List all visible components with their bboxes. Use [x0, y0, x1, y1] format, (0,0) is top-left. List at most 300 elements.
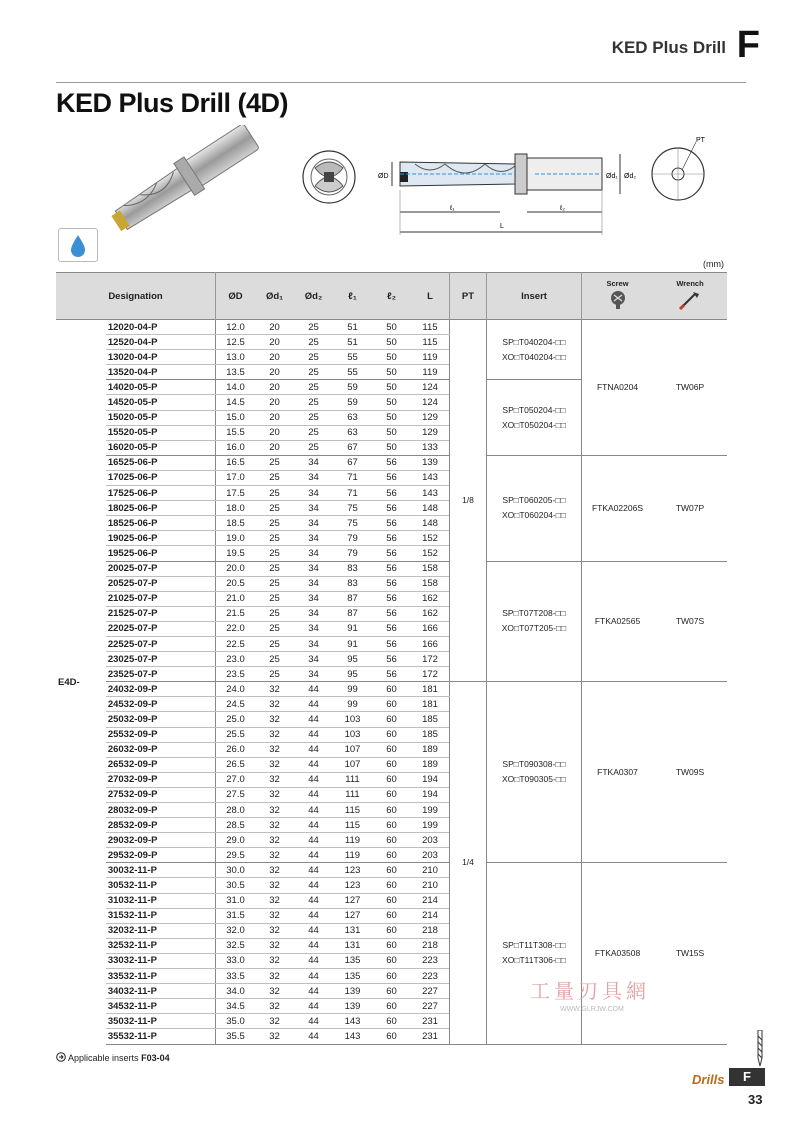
l2-cell: 50 — [372, 410, 411, 425]
l2-cell: 56 — [372, 546, 411, 561]
od-cell: 20.5 — [216, 576, 256, 591]
col-screw-label: Screw — [606, 279, 629, 288]
od1-cell: 32 — [255, 1014, 294, 1029]
l2-cell: 56 — [372, 516, 411, 531]
insert-code: SP□T050204-□□ — [502, 404, 566, 415]
od2-cell: 44 — [294, 787, 333, 802]
l-cell: 129 — [411, 410, 450, 425]
l1-cell: 67 — [333, 440, 372, 455]
l1-cell: 71 — [333, 486, 372, 501]
l-cell: 181 — [411, 682, 450, 697]
od1-cell: 32 — [255, 953, 294, 968]
l1-cell: 51 — [333, 335, 372, 350]
od-cell: 19.5 — [216, 546, 256, 561]
od-cell: 22.5 — [216, 636, 256, 651]
l2-cell: 50 — [372, 365, 411, 380]
od1-cell: 32 — [255, 984, 294, 999]
designation-cell: 16020-05-P — [106, 440, 216, 455]
od-cell: 32.0 — [216, 923, 256, 938]
designation-cell: 14020-05-P — [106, 380, 216, 395]
od2-cell: 34 — [294, 667, 333, 682]
designation-cell: 22025-07-P — [106, 621, 216, 636]
od2-cell: 44 — [294, 878, 333, 893]
l1-cell: 55 — [333, 350, 372, 365]
designation-cell: 24032-09-P — [106, 682, 216, 697]
l-cell: 185 — [411, 727, 450, 742]
od2-cell: 34 — [294, 455, 333, 470]
page-number: 33 — [748, 1092, 763, 1107]
label-od: ØD — [378, 173, 389, 180]
l-cell: 129 — [411, 425, 450, 440]
od2-cell: 44 — [294, 953, 333, 968]
designation-cell: 30032-11-P — [106, 863, 216, 878]
od1-cell: 32 — [255, 878, 294, 893]
od2-cell: 44 — [294, 893, 333, 908]
l1-cell: 95 — [333, 652, 372, 667]
l-cell: 227 — [411, 999, 450, 1014]
l-cell: 133 — [411, 440, 450, 455]
od1-cell: 25 — [255, 561, 294, 576]
l1-cell: 91 — [333, 621, 372, 636]
insert-code: XO□T050204-□□ — [501, 419, 567, 430]
od-cell: 35.5 — [216, 1029, 256, 1044]
od2-cell: 34 — [294, 486, 333, 501]
designation-cell: 29032-09-P — [106, 833, 216, 848]
l1-cell: 127 — [333, 908, 372, 923]
od-cell: 13.5 — [216, 365, 256, 380]
od-cell: 21.5 — [216, 606, 256, 621]
od2-cell: 25 — [294, 380, 333, 395]
insert-cell — [487, 561, 582, 682]
designation-cell: 17025-06-P — [106, 470, 216, 485]
l2-cell: 60 — [372, 938, 411, 953]
page-title: KED Plus Drill (4D) — [56, 88, 289, 118]
l1-cell: 107 — [333, 757, 372, 772]
designation-cell: 27032-09-P — [106, 772, 216, 787]
table-header-row — [56, 273, 727, 320]
l2-cell: 56 — [372, 576, 411, 591]
l1-cell: 111 — [333, 787, 372, 802]
l1-cell: 119 — [333, 833, 372, 848]
od1-cell: 25 — [255, 621, 294, 636]
l1-cell: 75 — [333, 501, 372, 516]
l2-cell: 50 — [372, 380, 411, 395]
l2-cell: 60 — [372, 908, 411, 923]
od1-cell: 25 — [255, 576, 294, 591]
l1-cell: 111 — [333, 772, 372, 787]
od2-cell: 44 — [294, 923, 333, 938]
od-cell: 31.0 — [216, 893, 256, 908]
od-cell: 30.5 — [216, 878, 256, 893]
designation-cell: 20025-07-P — [106, 561, 216, 576]
designation-cell: 25032-09-P — [106, 712, 216, 727]
od2-cell: 25 — [294, 425, 333, 440]
l-cell: 115 — [411, 335, 450, 350]
col-insert: Insert — [487, 273, 582, 320]
od-cell: 23.0 — [216, 652, 256, 667]
l1-cell: 123 — [333, 878, 372, 893]
od1-cell: 25 — [255, 486, 294, 501]
side-view-diagram — [370, 140, 650, 240]
designation-cell: 31032-11-P — [106, 893, 216, 908]
od-cell: 27.0 — [216, 772, 256, 787]
od2-cell: 44 — [294, 682, 333, 697]
l1-cell: 139 — [333, 999, 372, 1014]
od1-cell: 20 — [255, 410, 294, 425]
od2-cell: 44 — [294, 984, 333, 999]
od-cell: 13.0 — [216, 350, 256, 365]
od2-cell: 34 — [294, 576, 333, 591]
insert-cell — [487, 455, 582, 561]
od1-cell: 32 — [255, 803, 294, 818]
l2-cell: 60 — [372, 893, 411, 908]
od2-cell: 25 — [294, 365, 333, 380]
l-cell: 185 — [411, 712, 450, 727]
od1-cell: 25 — [255, 516, 294, 531]
l2-cell: 56 — [372, 591, 411, 606]
screw-icon — [610, 290, 626, 310]
l2-cell: 60 — [372, 803, 411, 818]
od2-cell: 34 — [294, 621, 333, 636]
table-row — [56, 320, 727, 335]
l-cell: 223 — [411, 953, 450, 968]
l2-cell: 60 — [372, 833, 411, 848]
l-cell: 172 — [411, 652, 450, 667]
col-screw — [582, 273, 654, 320]
od-cell: 34.5 — [216, 999, 256, 1014]
l-cell: 210 — [411, 863, 450, 878]
designation-cell: 25532-09-P — [106, 727, 216, 742]
od1-cell: 20 — [255, 380, 294, 395]
l2-cell: 56 — [372, 652, 411, 667]
col-wrench — [653, 273, 727, 320]
od-cell: 24.5 — [216, 697, 256, 712]
l2-cell: 60 — [372, 984, 411, 999]
l2-cell: 50 — [372, 440, 411, 455]
l1-cell: 63 — [333, 425, 372, 440]
wrench-cell: TW07S — [653, 561, 727, 682]
od2-cell: 25 — [294, 440, 333, 455]
od2-cell: 34 — [294, 546, 333, 561]
l-cell: 199 — [411, 803, 450, 818]
l1-cell: 95 — [333, 667, 372, 682]
od1-cell: 32 — [255, 938, 294, 953]
od1-cell: 32 — [255, 757, 294, 772]
l1-cell: 139 — [333, 984, 372, 999]
designation-cell: 14520-05-P — [106, 395, 216, 410]
l2-cell: 60 — [372, 923, 411, 938]
label-od1: Ød₁ — [606, 173, 618, 180]
screw-cell: FTKA02206S — [582, 455, 654, 561]
coolant-badge — [58, 228, 98, 262]
insert-code: XO□T07T205-□□ — [501, 623, 567, 634]
od-cell: 18.0 — [216, 501, 256, 516]
l2-cell: 60 — [372, 727, 411, 742]
od2-cell: 44 — [294, 727, 333, 742]
applicable-inserts-ref[interactable]: F03-04 — [141, 1053, 170, 1063]
insert-code: SP□T090308-□□ — [502, 759, 566, 770]
od1-cell: 32 — [255, 923, 294, 938]
od-cell: 14.0 — [216, 380, 256, 395]
od-cell: 32.5 — [216, 938, 256, 953]
table-row — [56, 455, 727, 470]
designation-cell: 19025-06-P — [106, 531, 216, 546]
l2-cell: 50 — [372, 320, 411, 335]
od1-cell: 25 — [255, 606, 294, 621]
l1-cell: 63 — [333, 410, 372, 425]
l1-cell: 99 — [333, 697, 372, 712]
l-cell: 119 — [411, 365, 450, 380]
designation-cell: 26532-09-P — [106, 757, 216, 772]
od1-cell: 20 — [255, 335, 294, 350]
od-cell: 15.0 — [216, 410, 256, 425]
od1-cell: 20 — [255, 440, 294, 455]
l2-cell: 50 — [372, 350, 411, 365]
designation-cell: 16525-06-P — [106, 455, 216, 470]
l1-cell: 103 — [333, 727, 372, 742]
l1-cell: 51 — [333, 320, 372, 335]
l-cell: 166 — [411, 621, 450, 636]
l1-cell: 107 — [333, 742, 372, 757]
l-cell: 194 — [411, 787, 450, 802]
l-cell: 148 — [411, 501, 450, 516]
od-cell: 33.5 — [216, 969, 256, 984]
designation-cell: 32032-11-P — [106, 923, 216, 938]
l1-cell: 115 — [333, 803, 372, 818]
col-designation: Designation — [56, 273, 216, 320]
col-od: ØD — [216, 273, 256, 320]
l1-cell: 143 — [333, 1014, 372, 1029]
l2-cell: 60 — [372, 863, 411, 878]
od2-cell: 25 — [294, 320, 333, 335]
l2-cell: 60 — [372, 818, 411, 833]
od1-cell: 32 — [255, 697, 294, 712]
designation-cell: 12520-04-P — [106, 335, 216, 350]
designation-cell: 28532-09-P — [106, 818, 216, 833]
l-cell: 152 — [411, 531, 450, 546]
l-cell: 218 — [411, 923, 450, 938]
l2-cell: 60 — [372, 787, 411, 802]
insert-code: SP□T060205-□□ — [502, 495, 566, 506]
l2-cell: 60 — [372, 1029, 411, 1044]
od1-cell: 32 — [255, 682, 294, 697]
l1-cell: 143 — [333, 1029, 372, 1044]
col-wrench-label: Wrench — [676, 279, 704, 288]
insert-cell — [487, 380, 582, 455]
wrench-icon — [677, 290, 703, 310]
designation-cell: 33032-11-P — [106, 953, 216, 968]
l1-cell: 83 — [333, 561, 372, 576]
od-cell: 12.5 — [216, 335, 256, 350]
designation-cell: 23525-07-P — [106, 667, 216, 682]
od2-cell: 34 — [294, 516, 333, 531]
l2-cell: 60 — [372, 712, 411, 727]
col-l2: ℓ₂ — [372, 273, 411, 320]
l2-cell: 60 — [372, 969, 411, 984]
od2-cell: 44 — [294, 803, 333, 818]
l-cell: 189 — [411, 742, 450, 757]
designation-cell: 21525-07-P — [106, 606, 216, 621]
od2-cell: 44 — [294, 938, 333, 953]
od1-cell: 20 — [255, 425, 294, 440]
od2-cell: 44 — [294, 999, 333, 1014]
od-cell: 26.0 — [216, 742, 256, 757]
l1-cell: 127 — [333, 893, 372, 908]
od-cell: 31.5 — [216, 908, 256, 923]
l1-cell: 115 — [333, 818, 372, 833]
l1-cell: 135 — [333, 969, 372, 984]
l2-cell: 60 — [372, 1014, 411, 1029]
l-cell: 124 — [411, 395, 450, 410]
wrench-cell: TW09S — [653, 682, 727, 863]
od2-cell: 44 — [294, 757, 333, 772]
od2-cell: 25 — [294, 335, 333, 350]
series-prefix: E4D- — [58, 676, 80, 688]
screw-cell: FTKA02565 — [582, 561, 654, 682]
od1-cell: 20 — [255, 365, 294, 380]
l1-cell: 75 — [333, 516, 372, 531]
l-cell: 199 — [411, 818, 450, 833]
col-od1: Ød₁ — [255, 273, 294, 320]
l-cell: 124 — [411, 380, 450, 395]
pt-cell: 1/8 — [450, 320, 487, 682]
l1-cell: 87 — [333, 606, 372, 621]
designation-cell: 29532-09-P — [106, 848, 216, 863]
od1-cell: 32 — [255, 893, 294, 908]
label-l1: ℓ₁ — [450, 205, 455, 212]
l-cell: 148 — [411, 516, 450, 531]
screw-cell: FTNA0204 — [582, 320, 654, 456]
l-cell: 223 — [411, 969, 450, 984]
l1-cell: 79 — [333, 531, 372, 546]
od-cell: 12.0 — [216, 320, 256, 335]
l2-cell: 56 — [372, 561, 411, 576]
table-row — [56, 561, 727, 576]
insert-code: SP□T11T308-□□ — [502, 940, 566, 951]
designation-cell: 27532-09-P — [106, 787, 216, 802]
designation-cell: 21025-07-P — [106, 591, 216, 606]
l2-cell: 60 — [372, 757, 411, 772]
od1-cell: 25 — [255, 667, 294, 682]
od1-cell: 20 — [255, 320, 294, 335]
spec-table — [56, 272, 727, 1045]
insert-code: XO□T040204-□□ — [501, 351, 567, 362]
l2-cell: 50 — [372, 335, 411, 350]
od2-cell: 34 — [294, 591, 333, 606]
od2-cell: 44 — [294, 772, 333, 787]
screw-cell: FTKA0307 — [582, 682, 654, 863]
od1-cell: 25 — [255, 591, 294, 606]
l1-cell: 123 — [333, 863, 372, 878]
od2-cell: 44 — [294, 712, 333, 727]
l1-cell: 99 — [333, 682, 372, 697]
od1-cell: 32 — [255, 727, 294, 742]
od2-cell: 44 — [294, 863, 333, 878]
l2-cell: 56 — [372, 470, 411, 485]
od1-cell: 32 — [255, 742, 294, 757]
designation-cell: 18525-06-P — [106, 516, 216, 531]
l2-cell: 56 — [372, 667, 411, 682]
od-cell: 15.5 — [216, 425, 256, 440]
od1-cell: 32 — [255, 787, 294, 802]
insert-cell — [487, 682, 582, 863]
od2-cell: 44 — [294, 833, 333, 848]
od2-cell: 25 — [294, 395, 333, 410]
od1-cell: 20 — [255, 350, 294, 365]
l1-cell: 55 — [333, 365, 372, 380]
od2-cell: 34 — [294, 470, 333, 485]
od-cell: 28.5 — [216, 818, 256, 833]
insert-cell — [487, 320, 582, 380]
l2-cell: 56 — [372, 636, 411, 651]
pt-cell: 1/4 — [450, 682, 487, 1044]
l1-cell: 131 — [333, 938, 372, 953]
l-cell: 143 — [411, 486, 450, 501]
od-cell: 16.5 — [216, 455, 256, 470]
od2-cell: 44 — [294, 818, 333, 833]
l-cell: 158 — [411, 561, 450, 576]
designation-cell: 12020-04-P — [106, 320, 216, 335]
od-cell: 25.0 — [216, 712, 256, 727]
water-drop-icon — [59, 229, 97, 261]
od-cell: 24.0 — [216, 682, 256, 697]
l2-cell: 60 — [372, 742, 411, 757]
od2-cell: 25 — [294, 410, 333, 425]
col-od2: Ød₂ — [294, 273, 333, 320]
od-cell: 14.5 — [216, 395, 256, 410]
od1-cell: 32 — [255, 908, 294, 923]
od-cell: 26.5 — [216, 757, 256, 772]
od2-cell: 34 — [294, 561, 333, 576]
watermark-url: WWW.GLRJW.COM — [560, 1006, 624, 1013]
od2-cell: 44 — [294, 1029, 333, 1044]
insert-code: XO□T060204-□□ — [501, 510, 567, 521]
l2-cell: 56 — [372, 501, 411, 516]
l1-cell: 135 — [333, 953, 372, 968]
od2-cell: 44 — [294, 742, 333, 757]
l1-cell: 119 — [333, 848, 372, 863]
od-cell: 28.0 — [216, 803, 256, 818]
l-cell: 203 — [411, 833, 450, 848]
od-cell: 22.0 — [216, 621, 256, 636]
od1-cell: 25 — [255, 531, 294, 546]
od-cell: 17.0 — [216, 470, 256, 485]
col-l1: ℓ₁ — [333, 273, 372, 320]
drill-product-image — [100, 125, 275, 235]
od2-cell: 44 — [294, 969, 333, 984]
l2-cell: 50 — [372, 425, 411, 440]
header-section-title: KED Plus Drill — [611, 38, 726, 57]
od-cell: 27.5 — [216, 787, 256, 802]
l2-cell: 60 — [372, 682, 411, 697]
arrow-circle-icon[interactable] — [56, 1052, 66, 1062]
l-cell: 162 — [411, 606, 450, 621]
insert-code: XO□T090305-□□ — [501, 774, 567, 785]
wrench-cell: TW15S — [653, 863, 727, 1044]
l-cell: 189 — [411, 757, 450, 772]
header-rule — [56, 82, 746, 83]
l-cell: 143 — [411, 470, 450, 485]
designation-cell: 30532-11-P — [106, 878, 216, 893]
l2-cell: 56 — [372, 531, 411, 546]
od-cell: 25.5 — [216, 727, 256, 742]
od2-cell: 44 — [294, 697, 333, 712]
designation-cell: 35532-11-P — [106, 1029, 216, 1044]
designation-cell: 20525-07-P — [106, 576, 216, 591]
l2-cell: 60 — [372, 697, 411, 712]
od1-cell: 32 — [255, 863, 294, 878]
od1-cell: 25 — [255, 546, 294, 561]
